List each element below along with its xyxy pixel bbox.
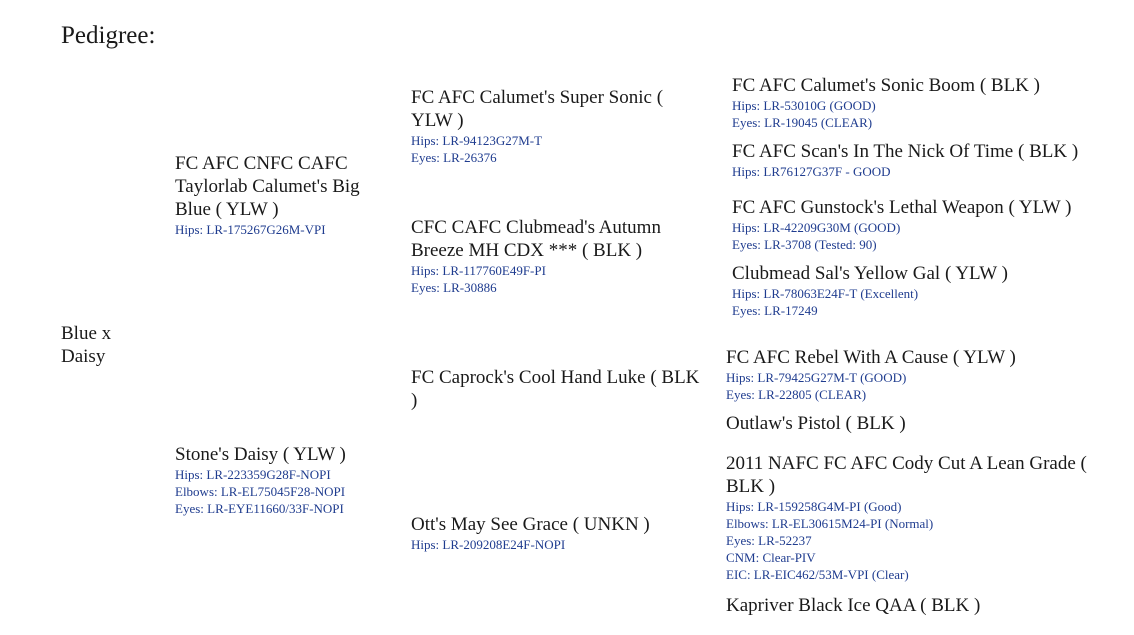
- page-title: Pedigree:: [61, 22, 156, 49]
- grandparent-name: FC Caprock's Cool Hand Luke ( BLK ): [411, 367, 700, 411]
- grandparent-eyes: Eyes: LR-26376: [411, 150, 497, 165]
- great-grandparent-elbows: Elbows: LR-EL30615M24-PI (Normal): [726, 516, 934, 531]
- subject-line-2: Daisy: [61, 346, 106, 367]
- great-grandparent-entry: [732, 196, 1127, 253]
- great-grandparent-eic: EIC: LR-EIC462/53M-VPI (Clear): [726, 567, 909, 582]
- dam-name: Stone's Daisy ( YLW ): [175, 444, 346, 465]
- great-grandparent-name: Kapriver Black Ice QAA ( BLK ): [726, 595, 981, 616]
- great-grandparent-name: 2011 NAFC FC AFC Cody Cut A Lean Grade ( BLK ): [726, 453, 1087, 497]
- great-grandparent-hips: Hips: LR76127G37F - GOOD: [732, 164, 891, 179]
- dam-entry: [175, 443, 405, 517]
- great-grandparent-hips: Hips: LR-42209G30M (GOOD): [732, 220, 901, 235]
- great-grandparent-entry: [732, 74, 1122, 131]
- grandsire-paternal-entry: [411, 86, 701, 166]
- grandparent-hips: Hips: LR-209208E24F-NOPI: [411, 537, 566, 552]
- great-grandparent-name: Outlaw's Pistol ( BLK ): [726, 413, 906, 434]
- great-grandparent-name: FC AFC Scan's In The Nick Of Time ( BLK ): [732, 141, 1079, 162]
- dam-eyes: Eyes: LR-EYE11660/33F-NOPI: [175, 501, 344, 516]
- sire-name: FC AFC CNFC CAFC Taylorlab Calumet's Big Blue ( YLW ): [175, 153, 360, 220]
- dam-hips: Hips: LR-223359G28F-NOPI: [175, 467, 331, 482]
- great-grandparent-eyes: Eyes: LR-17249: [732, 303, 818, 318]
- great-grandparent-eyes: Eyes: LR-52237: [726, 533, 812, 548]
- great-grandparent-name: FC AFC Rebel With A Cause ( YLW ): [726, 347, 1016, 368]
- great-grandparent-eyes: Eyes: LR-19045 (CLEAR): [732, 115, 873, 130]
- great-grandparent-eyes: Eyes: LR-22805 (CLEAR): [726, 387, 867, 402]
- grandparent-name: Ott's May See Grace ( UNKN ): [411, 514, 650, 535]
- great-grandparent-entry: [726, 594, 1121, 617]
- granddam-paternal-entry: [411, 216, 706, 296]
- dam-elbows: Elbows: LR-EL75045F28-NOPI: [175, 484, 346, 499]
- great-grandparent-eyes: Eyes: LR-3708 (Tested: 90): [732, 237, 877, 252]
- subject-line-1: Blue x: [61, 323, 112, 344]
- great-grandparent-name: FC AFC Gunstock's Lethal Weapon ( YLW ): [732, 197, 1072, 218]
- great-grandparent-entry: [726, 346, 1121, 403]
- grandparent-name: CFC CAFC Clubmead's Autumn Breeze MH CDX *** ( BLK ): [411, 217, 661, 261]
- great-grandparent-entry: [726, 412, 1121, 435]
- sire-entry: [175, 152, 390, 238]
- subject-name: [61, 322, 151, 368]
- grandparent-name: FC AFC Calumet's Super Sonic ( YLW ): [411, 87, 664, 131]
- grandparent-eyes: Eyes: LR-30886: [411, 280, 497, 295]
- great-grandparent-entry: [732, 140, 1127, 180]
- great-grandparent-hips: Hips: LR-159258G4M-PI (Good): [726, 499, 902, 514]
- grandparent-hips: Hips: LR-94123G27M-T: [411, 133, 543, 148]
- great-grandparent-entry: [726, 452, 1126, 583]
- great-grandparent-hips: Hips: LR-53010G (GOOD): [732, 98, 876, 113]
- great-grandparent-hips: Hips: LR-79425G27M-T (GOOD): [726, 370, 907, 385]
- great-grandparent-entry: [732, 262, 1122, 319]
- great-grandparent-name: FC AFC Calumet's Sonic Boom ( BLK ): [732, 75, 1040, 96]
- great-grandparent-name: Clubmead Sal's Yellow Gal ( YLW ): [732, 263, 1008, 284]
- grandsire-maternal-entry: [411, 366, 701, 412]
- great-grandparent-cnm: CNM: Clear-PIV: [726, 550, 816, 565]
- granddam-maternal-entry: [411, 513, 711, 553]
- sire-hips: Hips: LR-175267G26M-VPI: [175, 222, 326, 237]
- grandparent-hips: Hips: LR-117760E49F-PI: [411, 263, 546, 278]
- great-grandparent-hips: Hips: LR-78063E24F-T (Excellent): [732, 286, 919, 301]
